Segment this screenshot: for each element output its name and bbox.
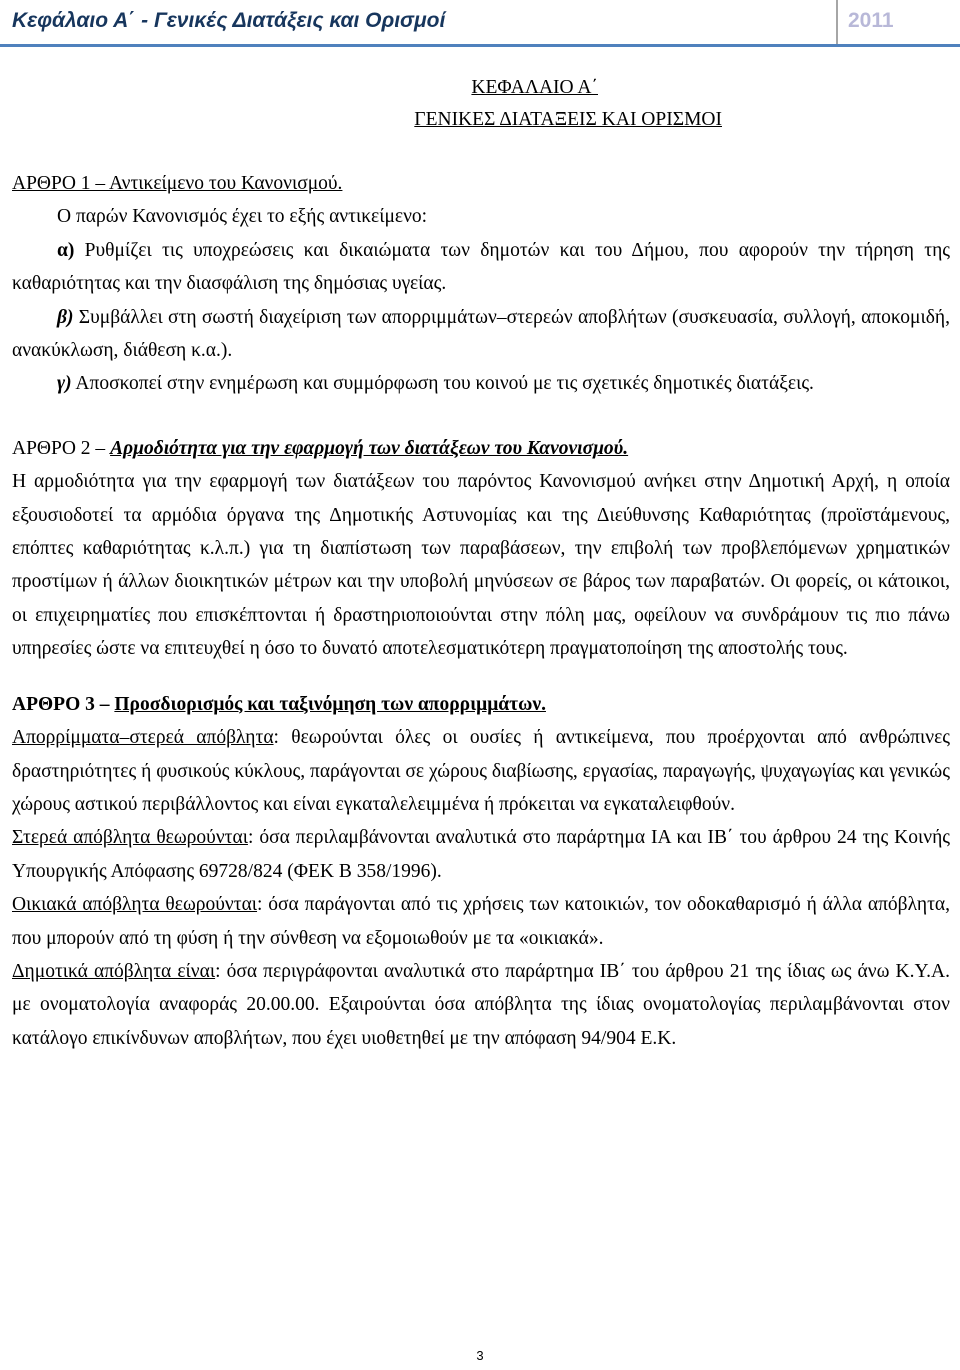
- article-2-body: Η αρμοδιότητα για την εφαρμογή των διατάξεων του παρόντος Κανονισμού ανήκει στην Δημοτική Αρχή, η οποία εξουσιοδοτεί τα αρμόδια όργανα της Δημοτικής Αστυνομίας και της Διεύθυνσης Καθαριότητας (προϊστάμενους, επόπτες καθαριότητας κ.λ.π.) για τη διαπίστωση των παραβάσεων, την επιβολή των προβλεπόμενων χρηματικών προστίμων ή άλλων διοικητικών μέτρων και την υποβολή μηνύσεων σε βάρος των παραβατών. Οι φορείς, οι κάτοικοι, οι επιχειρηματίες που επισκέπτονται ή δραστηριοποιούνται στην πόλη μας, οφείλουν να συνδράμουν τις πιο πάνω υπηρεσίες ώστε να επιτευχθεί η όσο το δυνατό αποτελεσματικότερη πραγματοποίηση της αποστολής τους.: [12, 471, 950, 660]
- definition-paragraph: Απορρίμματα–στερεά απόβλητα: θεωρούνται όλες οι ουσίες ή αντικείμενα, που προέρχονται από ανθρώπινες δραστηριότητες ή φυσικούς κύκλους, παράγονται σε χώρους διαβίωσης, εργασίας, παραγωγής, ψυχαγωγίας και γενικώς χώρους αστικού περιβάλλοντος και είναι εγκαταλελειμμένα ή πρόκειται να εγκαταλειφθούν.: [12, 727, 950, 815]
- article-1-intro: Ο παρών Κανονισμός έχει το εξής αντικείμενο:: [57, 206, 428, 228]
- article-3-heading: ΑΡΘΡΟ 3 – Προσδιορισμός και ταξινόμηση των απορριμμάτων.: [12, 693, 546, 715]
- article-2-heading: ΑΡΘΡΟ 2 – Αρμοδιότητα για την εφαρμογή των διατάξεων του Κανονισμού.: [12, 437, 629, 459]
- page-header: [0, 0, 960, 46]
- definition-term: Οικιακά απόβλητα θεωρούνται: [12, 894, 258, 916]
- spacer: [12, 666, 950, 688]
- article-1-item-c: γ) Αποσκοπεί στην ενημέρωση και συμμόρφωση του κοινού με τις σχετικές δημοτικές διατάξεις.: [57, 373, 814, 395]
- definition-paragraph: Δημοτικά απόβλητα είναι: όσα περιγράφονται αναλυτικά στο παράρτημα ΙΒ΄ του άρθρου 21 της ίδιας ως άνω Κ.Υ.Α. με ονοματολογία αναφοράς 20.00.00. Εξαιρούνται όσα απόβλητα της ίδιας ονοματολογίας περιλαμβάνονται στον κατάλογο επικίνδυνων αποβλήτων, που έχει υιοθετηθεί με την απόφαση 94/904 Ε.Κ.: [12, 960, 950, 1049]
- article-1: [12, 167, 950, 401]
- definition-paragraph: Στερεά απόβλητα θεωρούνται: όσα περιλαμβάνονται αναλυτικά στο παράρτημα ΙΑ και ΙΒ΄ του άρθρου 24 της Κοινής Υπουργικής Απόφασης 69728/824 (ΦΕΚ Β 358/1996).: [12, 827, 950, 882]
- definition-term: Απορρίμματα–στερεά απόβλητα: [12, 727, 274, 749]
- item-marker: γ): [57, 373, 72, 395]
- article-3: [12, 688, 950, 1055]
- page-number: 3: [476, 1348, 484, 1363]
- article-1-heading: ΑΡΘΡΟ 1 – Αντικείμενο του Κανονισμού.: [12, 173, 343, 194]
- item-marker: β): [57, 306, 74, 328]
- document-body: [12, 72, 950, 1055]
- header-rule: [0, 44, 960, 47]
- spacer: [12, 136, 950, 167]
- header-title: Κεφάλαιο Α΄ - Γενικές Διατάξεις και Ορισμοί: [12, 9, 446, 32]
- definition-paragraph: Οικιακά απόβλητα θεωρούνται: όσα παράγονται από τις χρήσεις των κατοικιών, τον οδοκαθαρισμό ή άλλα απόβλητα, που μπορούν από τη φύση ή την σύνθεση να εξομοιωθούν με τα «οικιακά».: [12, 894, 950, 949]
- chapter-title: ΓΕΝΙΚΕΣ ΔΙΑΤΑΞΕΙΣ ΚΑΙ ΟΡΙΣΜΟΙ: [414, 109, 722, 130]
- spacer: [12, 401, 950, 432]
- definition-term: Στερεά απόβλητα θεωρούνται: [12, 827, 248, 849]
- article-2: [12, 432, 950, 666]
- chapter-label: ΚΕΦΑΛΑΙΟ Α΄: [471, 77, 598, 98]
- header-year: 2011: [848, 9, 894, 32]
- article-1-item-b: β) Συμβάλλει στη σωστή διαχείριση των απορριμμάτων–στερεών αποβλήτων (συσκευασία, συλλογή, αποκομιδή, ανακύκλωση, διάθεση κ.α.).: [12, 306, 950, 362]
- article-1-item-a: α) Ρυθμίζει τις υποχρεώσεις και δικαιώματα των δημοτών και του Δήμου, που αφορούν την τήρηση της καθαριότητας και την διασφάλιση της δημόσιας υγείας.: [12, 239, 950, 295]
- header-divider: [836, 0, 838, 44]
- definition-term: Δημοτικά απόβλητα είναι: [12, 960, 216, 982]
- item-marker: α): [57, 239, 75, 261]
